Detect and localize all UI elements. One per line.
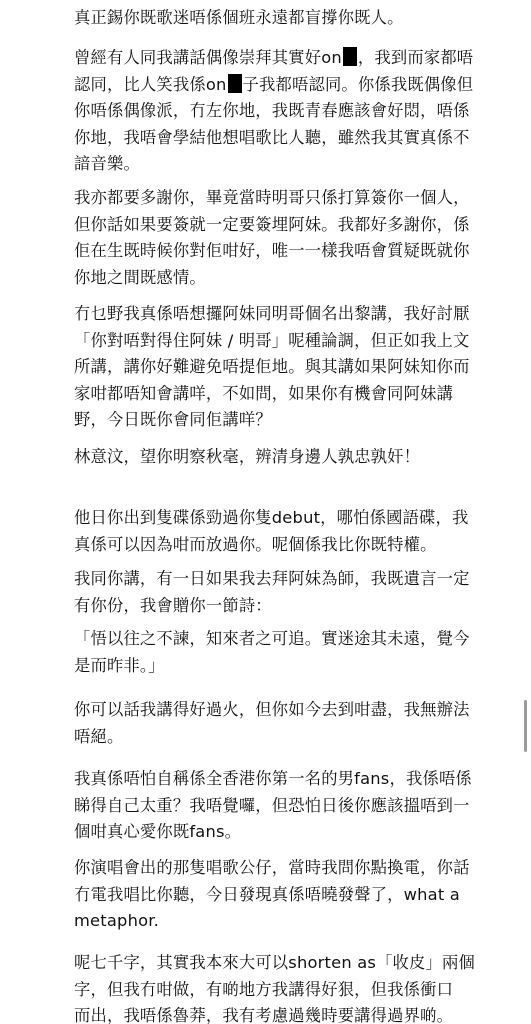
- text-segment: 唔絕。: [74, 726, 124, 746]
- paragraph-p9: [74, 697, 516, 750]
- text-segment: 冇電我唱比你聽，今日發現真係唔曉發聲了，what a: [74, 884, 460, 904]
- text-line: [74, 819, 516, 846]
- redaction-block: [343, 47, 357, 66]
- text-segment: 林意汶，望你明察秋毫，辨清身邊人孰忠孰奸！: [74, 447, 421, 466]
- text-segment: 呢七千字，其實我本來大可以shorten as「收皮」兩個: [74, 953, 475, 972]
- text-segment: ，我到而家都唔: [357, 48, 474, 67]
- text-segment: 認同，比人笑我係on: [74, 74, 227, 94]
- text-line: [74, 444, 516, 471]
- text-line: [74, 354, 516, 381]
- text-segment: 「悟以往之不諫，知來者之可追。實迷途其未遠，覺今: [74, 629, 470, 648]
- text-line: [74, 185, 516, 212]
- text-line: [74, 532, 516, 559]
- text-segment: 是而昨非。」: [74, 655, 165, 675]
- paragraph-p2: [74, 45, 516, 178]
- text-line: [74, 766, 516, 793]
- scrollbar-thumb[interactable]: [524, 700, 527, 752]
- paragraph-p8: [74, 626, 516, 679]
- text-line: [74, 407, 516, 434]
- text-segment: 我真係唔怕自稱係全香港你第一名的男fans，我係唔係: [74, 769, 472, 788]
- text-line: [74, 653, 516, 680]
- text-line: [74, 301, 516, 328]
- text-line: [74, 908, 516, 935]
- text-line: [74, 855, 516, 882]
- text-line: [74, 724, 516, 751]
- text-segment: 你地之間既感情。: [74, 267, 206, 287]
- text-line: [74, 212, 516, 239]
- text-line: [74, 593, 516, 620]
- text-line: [74, 72, 516, 99]
- text-line: [74, 5, 516, 32]
- text-segment: 你唔係偶像派，冇左你地，我既青春應該會好悶，唔係: [74, 101, 470, 120]
- text-segment: 所講，講你好難避免唔提佢地。與其講如果阿妹知你而: [74, 357, 470, 376]
- text-segment: 我亦都要多謝你，畢竟當時明哥只係打算簽你一個人，: [74, 188, 470, 207]
- paragraph-p1: [74, 5, 516, 32]
- text-segment: 子我都唔認同。你係我既偶像但: [242, 74, 474, 94]
- text-line: [74, 328, 516, 355]
- text-segment: 他日你出到隻碟係勁過你隻debut，哪怕係國語碟，我: [74, 508, 469, 527]
- text-segment: 家咁都唔知會講咩，不如問，如果你有機會同阿妹講: [74, 383, 454, 403]
- paragraph-p12: [74, 950, 516, 1024]
- text-line: [74, 950, 516, 977]
- paragraph-p6: [74, 505, 516, 558]
- text-segment: 佢在生既時候你對佢咁好，唯一一樣我唔會質疑既就你: [74, 241, 470, 260]
- text-segment: 我同你講，有一日如果我去拜阿妹為師，我既遺言一定: [74, 569, 470, 588]
- text-line: [74, 626, 516, 653]
- text-segment: 野，今日既你會同佢講咩？: [74, 410, 272, 429]
- text-segment: 你可以話我講得好過火，但你如今去到咁盡，我無辦法: [74, 700, 470, 719]
- text-line: [74, 977, 516, 1004]
- text-line: [74, 238, 516, 265]
- text-segment: metaphor.: [74, 911, 160, 930]
- text-line: [74, 697, 516, 724]
- text-line: [74, 381, 516, 408]
- paragraph-p7: [74, 566, 516, 619]
- text-segment: 你演唱會出的那隻唱歌公仔，當時我問你點換電，你話: [74, 858, 470, 877]
- text-segment: 冇乜野我真係唔想攞阿妹同明哥個名出黎講，我好討厭: [74, 304, 470, 323]
- text-segment: 「你對唔對得住阿妹 / 明哥」呢種論調，但正如我上文: [74, 330, 470, 350]
- paragraph-p4: [74, 301, 516, 434]
- text-segment: 睇得自己太重？我唔覺囉，但恐怕日後你應該搵唔到一: [74, 795, 470, 815]
- text-line: [74, 151, 516, 178]
- text-line: [74, 1003, 516, 1024]
- text-line: [74, 45, 516, 72]
- paragraph-p11: [74, 855, 516, 935]
- text-segment: 真係可以因為咁而放過你。呢個係我比你既特權。: [74, 534, 437, 554]
- text-segment: 而出，我唔係魯莽，我有考慮過幾時要講得過界啲。: [74, 1006, 454, 1024]
- text-line: [74, 882, 516, 909]
- paragraph-p10: [74, 766, 516, 846]
- text-line: [74, 125, 516, 152]
- text-segment: 字，但我冇咁做，有啲地方我講得好狠，但我係衝口: [74, 979, 454, 999]
- text-line: [74, 793, 516, 820]
- text-segment: 真正錫你既歌迷唔係個班永遠都盲撐你既人。: [74, 8, 404, 27]
- text-line: [74, 505, 516, 532]
- text-line: [74, 566, 516, 593]
- text-segment: 有你份，我會贈你一節詩：: [74, 595, 272, 615]
- text-segment: 個咁真心愛你既fans。: [74, 822, 242, 841]
- paragraph-p5: [74, 444, 516, 471]
- redaction-block: [228, 74, 242, 93]
- text-segment: 你地，我唔會學結他想唱歌比人聽，雖然我其實真係不: [74, 127, 470, 147]
- text-line: [74, 98, 516, 125]
- text-segment: 曾經有人同我講話偶像崇拜其實好on: [74, 48, 342, 67]
- text-segment: 但你話如果要簽就一定要簽埋阿妹。我都好多謝你，係: [74, 214, 470, 234]
- text-line: [74, 265, 516, 292]
- paragraph-p3: [74, 185, 516, 291]
- text-segment: 諳音樂。: [74, 154, 140, 173]
